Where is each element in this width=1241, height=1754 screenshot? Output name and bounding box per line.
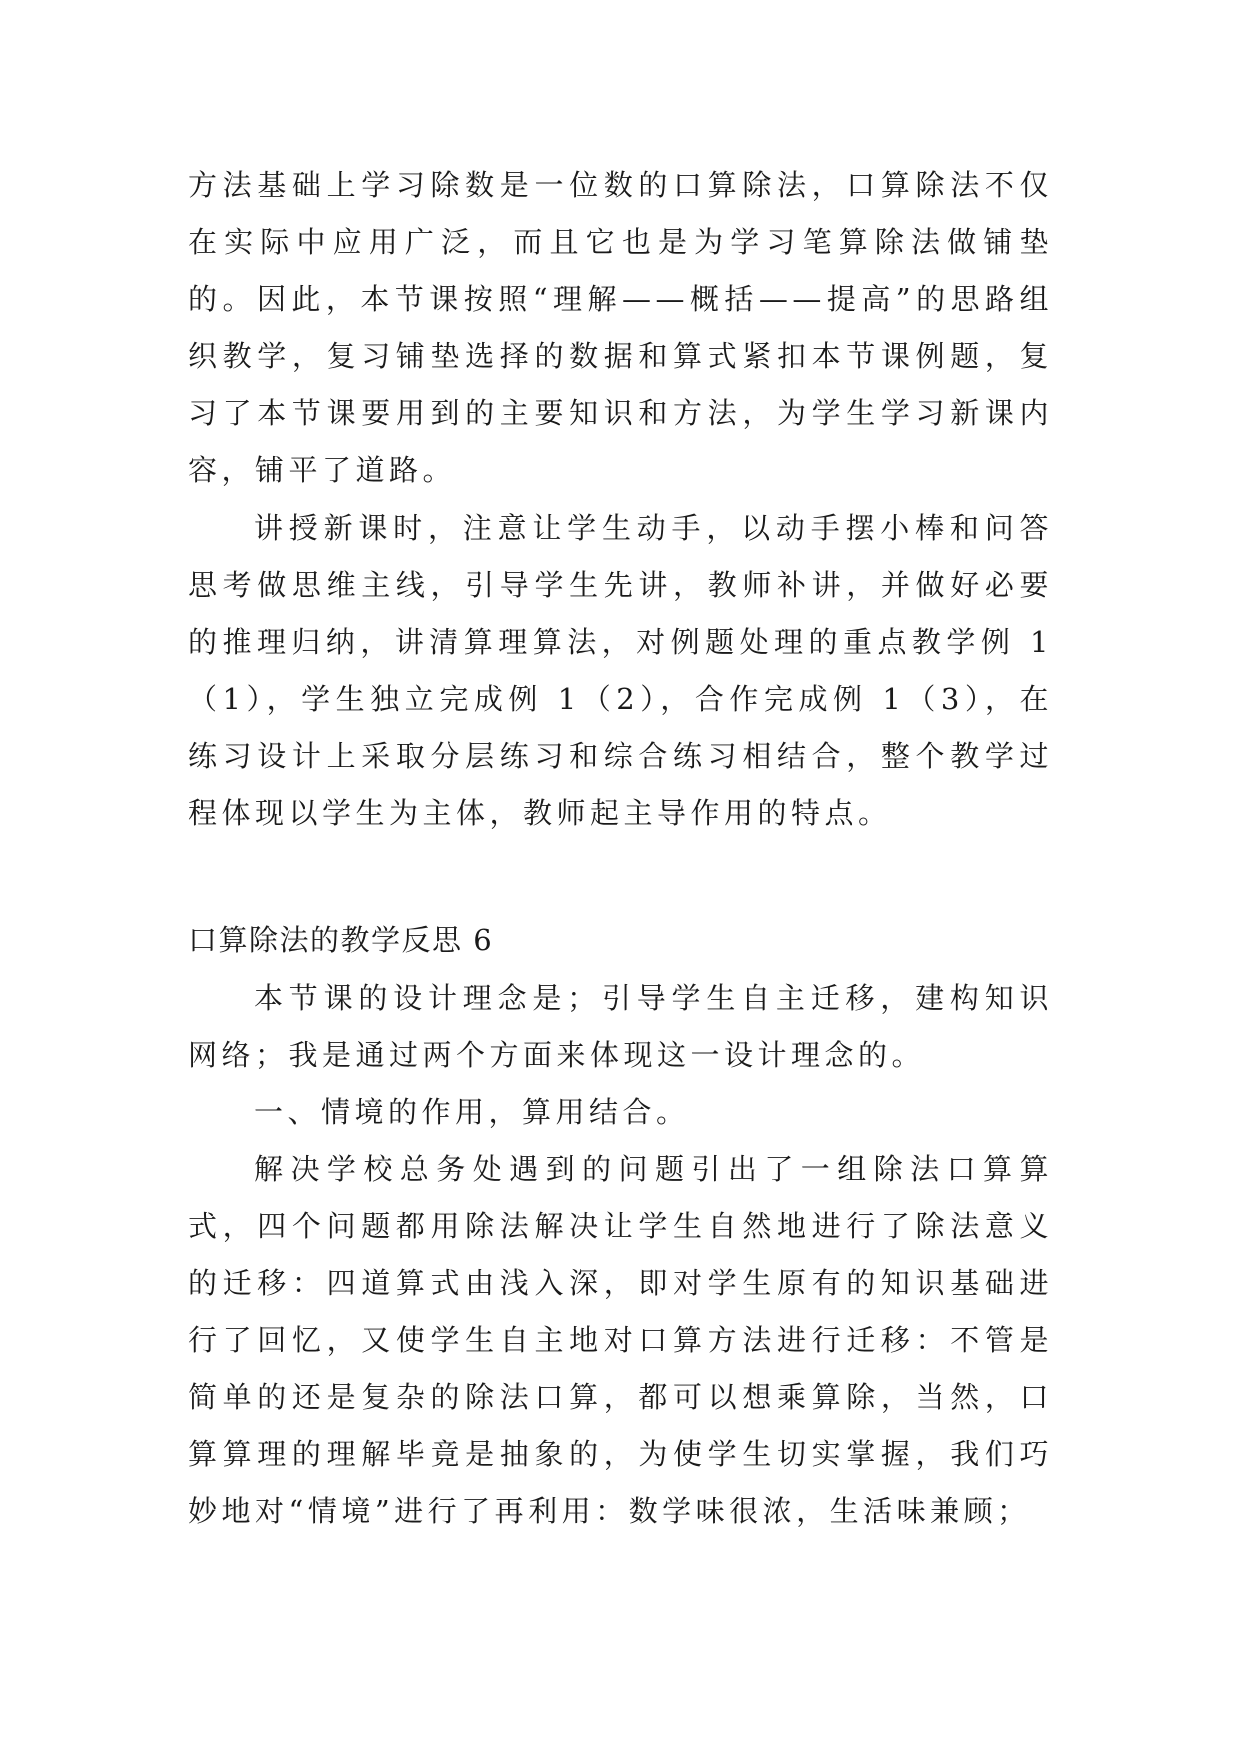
paragraph-new-lesson: 讲授新课时，注意让学生动手，以动手摆小棒和问答思考做思维主线，引导学生先讲，教师补讲，并做好必要的推理归纳，讲清算理算法，对例题处理的重点教学例 1（1），学生独立完成例 1（2），合作完成例 1（3），在练习设计上采取分层练习和综合练习相结合，整个教学过程体现以学生为主体，教师起主导作用的特点。 (188, 511, 1053, 830)
paragraph-design-concept: 本节课的设计理念是；引导学生自主迁移，建构知识网络；我是通过两个方面来体现这一设计理念的。 (188, 981, 1053, 1072)
paragraph-continued: 方法基础上学习除数是一位数的口算除法，口算除法不仅在实际中应用广泛，而且它也是为学习笔算除法做铺垫的。因此，本节课按照“理解——概括——提高”的思路组织教学，复习铺垫选择的数据和算式紧扣本节课例题，复习了本节课要用到的主要知识和方法，为学生学习新课内容，铺平了道路。 (188, 168, 1053, 487)
paragraph-subheading: 一、情境的作用，算用结合。 (254, 1095, 690, 1129)
paragraph-situation: 解决学校总务处遇到的问题引出了一组除法口算算式，四个问题都用除法解决让学生自然地进行了除法意义的迁移：四道算式由浅入深，即对学生原有的知识基础进行了回忆，又使学生自主地对口算方法进行迁移：不管是简单的还是复杂的除法口算，都可以想乘算除，当然，口算算理的理解毕竟是抽象的，为使学生切实掌握，我们巧妙地对“情境”进行了再利用：数学味很浓，生活味兼顾； (188, 1152, 1053, 1528)
section-title: 口算除法的教学反思 6 (188, 923, 494, 957)
